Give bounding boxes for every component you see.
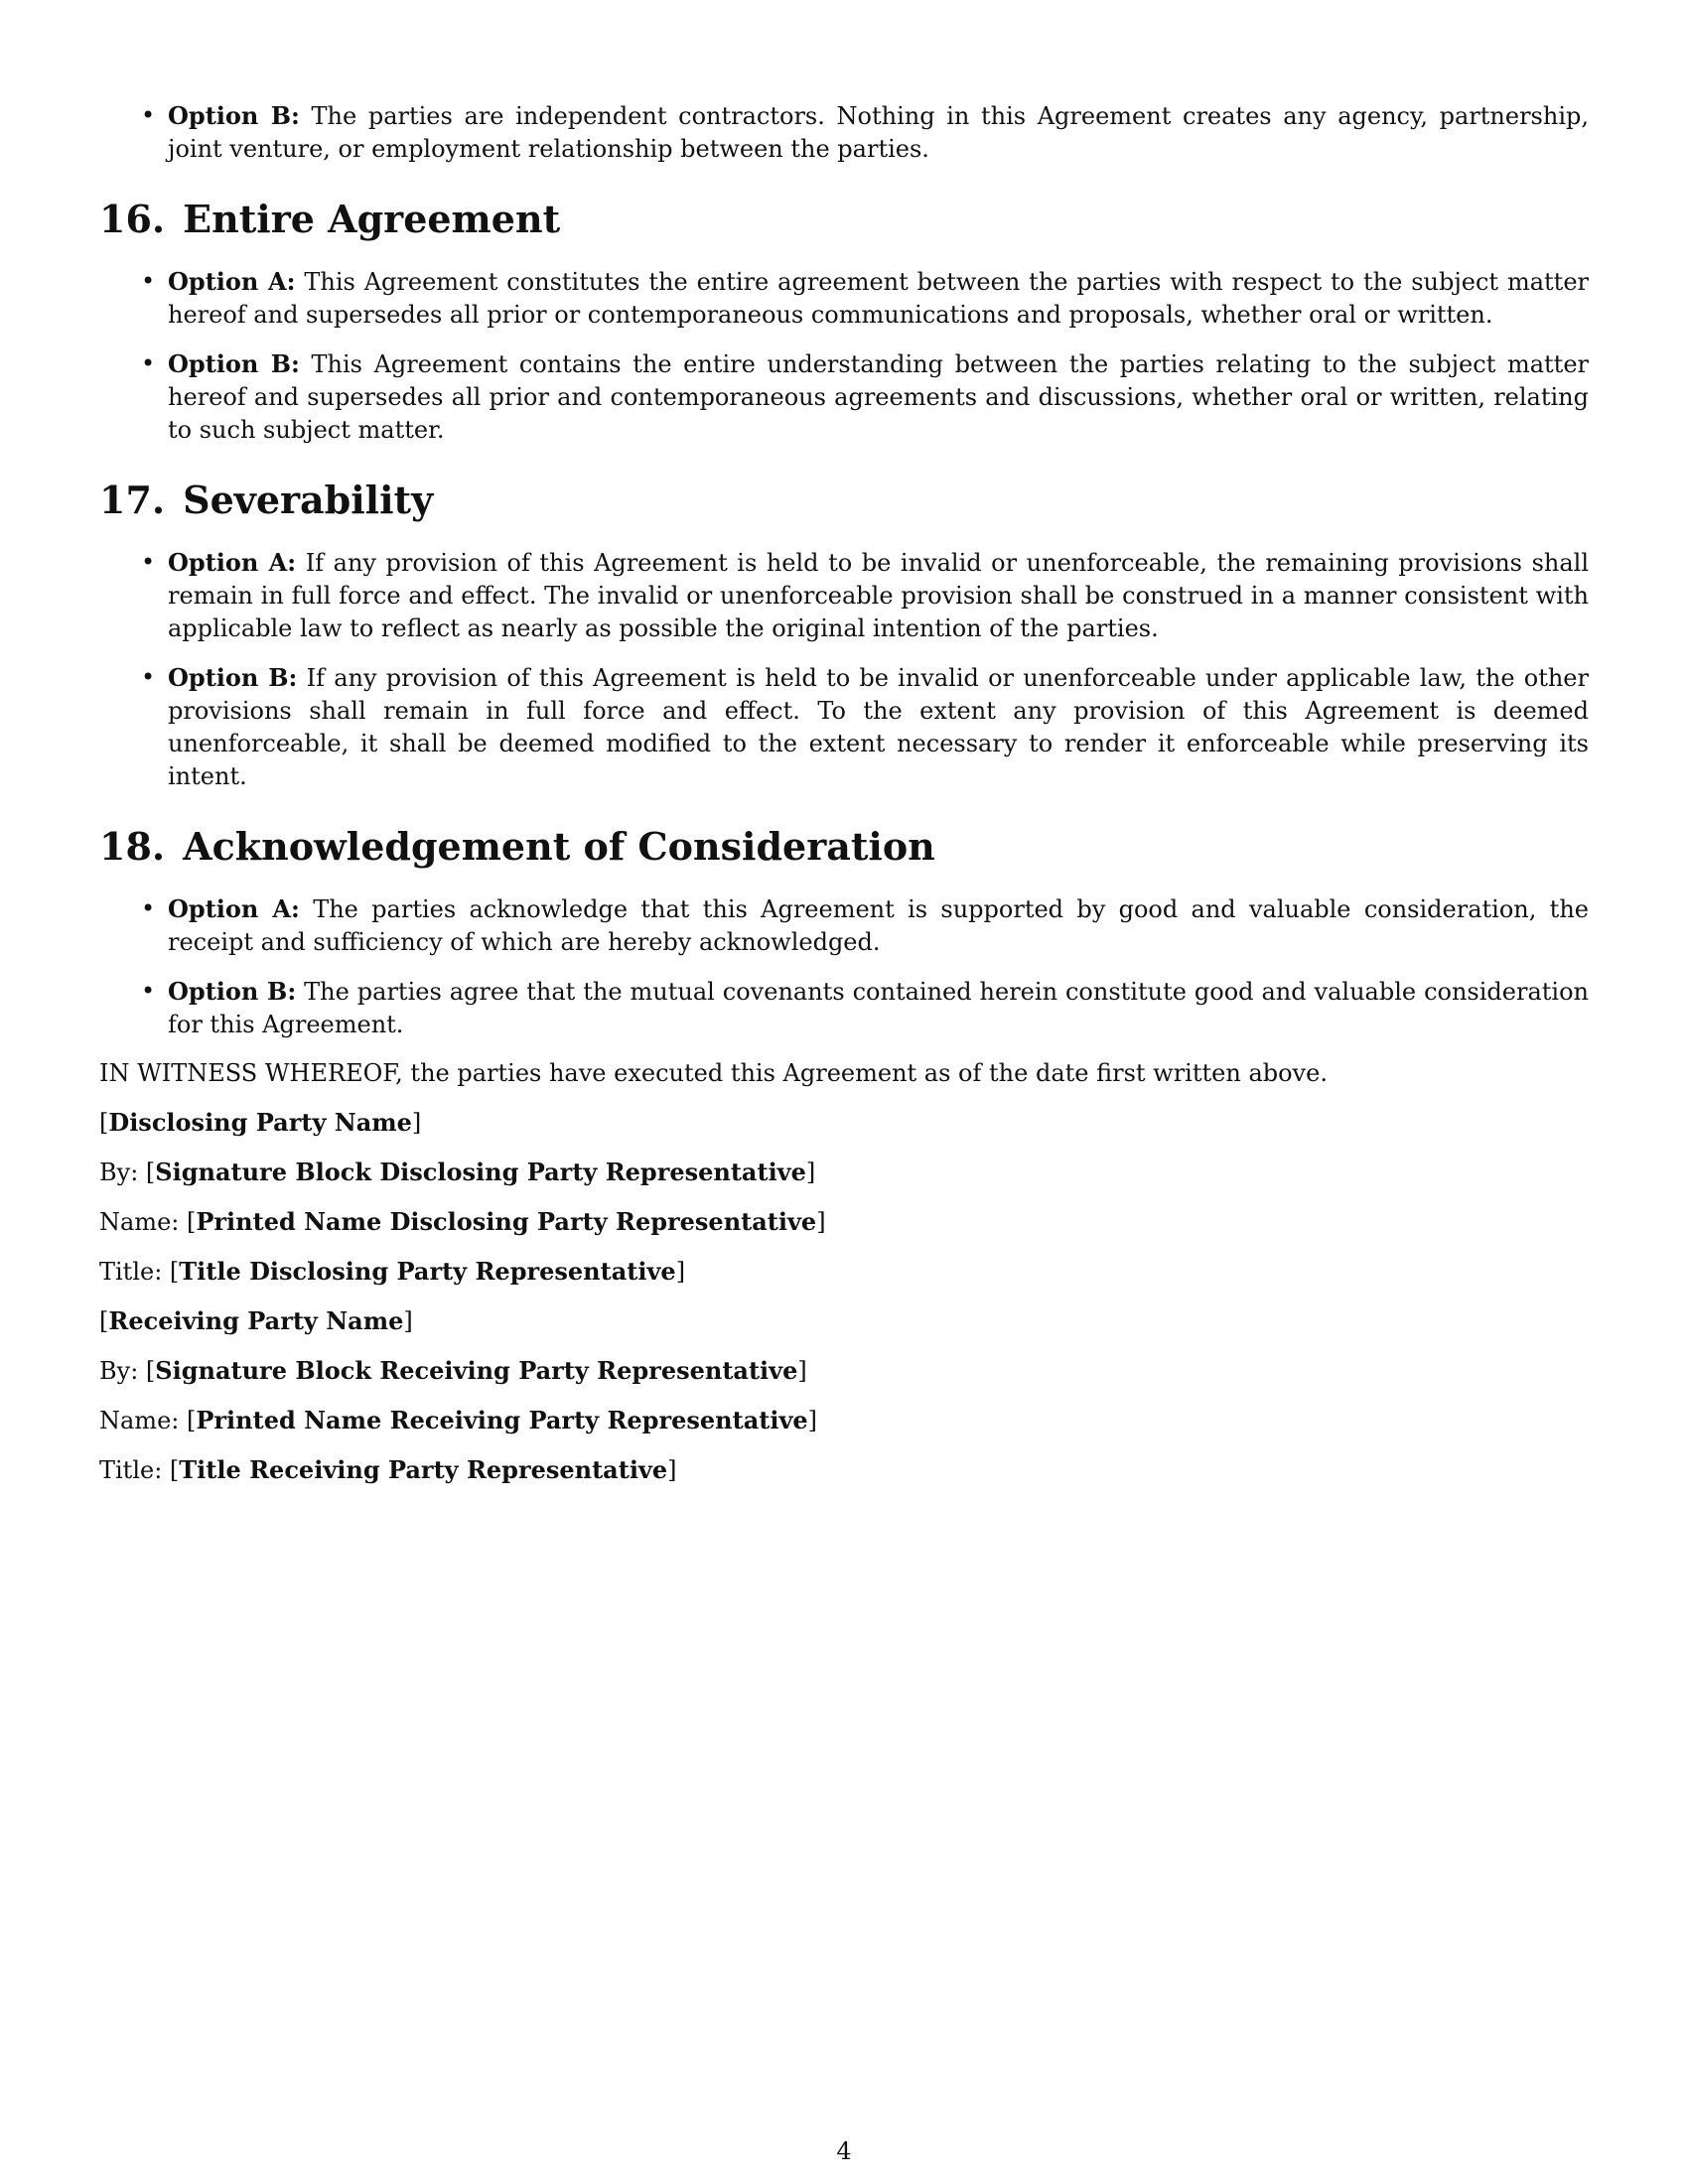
- placeholder-value: Title Disclosing Party Representative: [179, 1257, 676, 1286]
- bullet-icon: •: [141, 977, 156, 1005]
- option-label: Option B:: [168, 349, 300, 378]
- name-label: Name:: [99, 1407, 180, 1434]
- list-item: [99, 975, 1589, 1041]
- placeholder-value: Printed Name Receiving Party Representative: [196, 1406, 808, 1434]
- disclosing-title-line: Title: [Title Disclosing Party Representative]: [99, 1257, 686, 1286]
- option-label: Option B:: [168, 663, 298, 692]
- list-item: [99, 265, 1589, 332]
- disclosing-by-line: By: [Signature Block Disclosing Party Representative]: [99, 1158, 816, 1186]
- name-label: Name:: [99, 1208, 180, 1236]
- placeholder-value: Signature Block Disclosing Party Representative: [155, 1158, 806, 1186]
- bullet-icon: •: [141, 548, 156, 576]
- option-label: Option A:: [168, 548, 297, 577]
- list-item: [99, 892, 1589, 959]
- section-title: Entire Agreement: [183, 197, 561, 241]
- option-label: Option B:: [168, 101, 300, 130]
- placeholder-value: Printed Name Disclosing Party Representative: [196, 1207, 817, 1236]
- section-18-options: [99, 892, 1589, 1041]
- option-text: If any provision of this Agreement is held to be invalid or unenforceable under applicable law, the other provisions shall remain in full force and effect. To the extent any provision of this Agreement is deemed unenforceable, it shall be deemed modified to the extent necessary to render it enforceable while preserving its intent.: [168, 664, 1589, 790]
- option-text: The parties agree that the mutual covenants contained herein constitute good and valuable consideration for this Agreement.: [168, 978, 1589, 1038]
- section-title: Acknowledgement of Consideration: [183, 824, 935, 869]
- list-item: [99, 99, 1589, 166]
- disclosing-name-line: Name: [Printed Name Disclosing Party Representative]: [99, 1207, 826, 1236]
- section-17-options: [99, 546, 1589, 793]
- by-label: By:: [99, 1159, 139, 1186]
- section-16-options: [99, 265, 1589, 447]
- section-heading-17: [99, 478, 1589, 522]
- receiving-by-line: By: [Signature Block Receiving Party Representative]: [99, 1356, 807, 1385]
- witness-paragraph: IN WITNESS WHEREOF, the parties have executed this Agreement as of the date first written above.: [99, 1059, 1328, 1087]
- list-item: [99, 661, 1589, 793]
- bullet-icon: •: [141, 267, 156, 295]
- title-label: Title:: [99, 1456, 163, 1484]
- disclosing-party-name: [Disclosing Party Name]: [99, 1108, 422, 1137]
- option-text: If any provision of this Agreement is held to be invalid or unenforceable, the remaining provisions shall remain in full force and effect. The invalid or unenforceable provision shall be construed in a manner consistent with applicable law to reflect as nearly as possible the original intention of the parties.: [168, 549, 1589, 642]
- option-label: Option A:: [168, 267, 296, 296]
- placeholder-value: Receiving Party Name: [108, 1306, 404, 1335]
- placeholder-value: Signature Block Receiving Party Representative: [155, 1356, 798, 1385]
- section-title: Severability: [183, 478, 434, 522]
- list-item: [99, 347, 1589, 447]
- intro-options-list: [99, 99, 1589, 166]
- receiving-title-line: Title: [Title Receiving Party Representative]: [99, 1455, 677, 1484]
- option-label: Option A:: [168, 894, 300, 923]
- option-text: The parties are independent contractors. Nothing in this Agreement creates any agency, partnership, joint venture, or employment relationship between the parties.: [168, 102, 1589, 163]
- receiving-party-name: [Receiving Party Name]: [99, 1306, 413, 1335]
- document-page: [99, 99, 1589, 1503]
- option-text: This Agreement constitutes the entire agreement between the parties with respect to the subject matter hereof and supersedes all prior or contemporaneous communications and proposals, whether oral or written.: [168, 268, 1589, 329]
- by-label: By:: [99, 1357, 139, 1385]
- placeholder-value: Title Receiving Party Representative: [179, 1455, 668, 1484]
- bullet-icon: •: [141, 894, 156, 922]
- section-number: 16.: [99, 197, 166, 241]
- section-heading-18: [99, 825, 1589, 869]
- page-number: 4: [836, 2137, 852, 2165]
- list-item: [99, 546, 1589, 645]
- option-text: This Agreement contains the entire understanding between the parties relating to the subject matter hereof and supersedes all prior and contemporaneous agreements and discussions, whether oral or written, relating to such subject matter.: [168, 350, 1589, 444]
- option-label: Option B:: [168, 977, 297, 1006]
- bullet-icon: •: [141, 663, 156, 691]
- section-number: 17.: [99, 478, 166, 522]
- title-label: Title:: [99, 1258, 163, 1286]
- section-number: 18.: [99, 824, 166, 869]
- bullet-icon: •: [141, 101, 156, 129]
- receiving-name-line: Name: [Printed Name Receiving Party Representative]: [99, 1406, 818, 1434]
- receiving-signature-block: [99, 1304, 1589, 1487]
- placeholder-value: Disclosing Party Name: [108, 1108, 412, 1137]
- bullet-icon: •: [141, 349, 156, 377]
- disclosing-signature-block: [99, 1106, 1589, 1289]
- section-heading-16: [99, 198, 1589, 241]
- option-text: The parties acknowledge that this Agreement is supported by good and valuable consideration, the receipt and sufficiency of which are hereby acknowledged.: [168, 895, 1589, 956]
